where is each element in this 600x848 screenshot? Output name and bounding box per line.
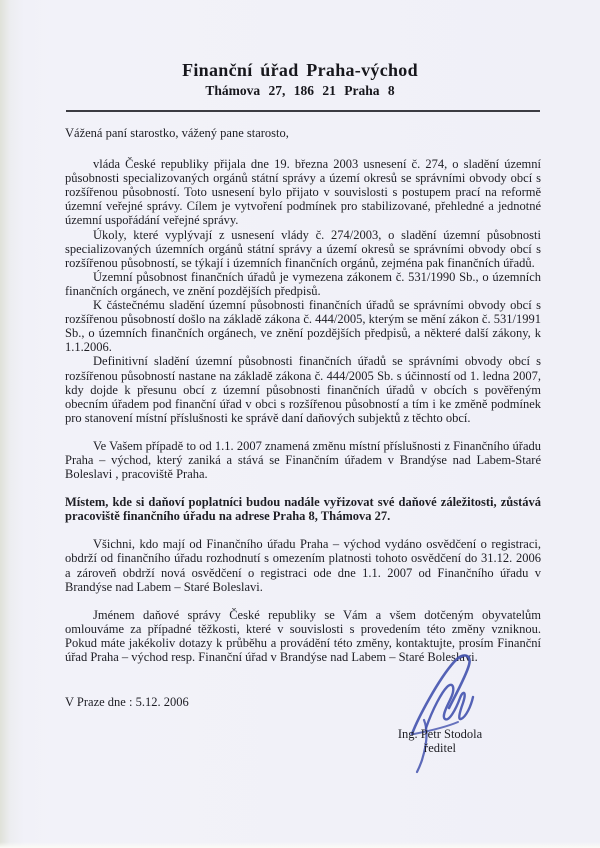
date-line: V Praze dne : 5.12. 2006 [65, 695, 189, 710]
paragraph-emphasized: Místem, kde si daňoví poplatníci budou nadále vyřizovat své daňové záležitosti, zůstává pracoviště finančního úřadu na adrese Praha 8, Thámova 27. [65, 495, 541, 524]
letter-body [65, 126, 541, 709]
paragraph: K částečnému sladění územní působnosti finančních úřadů se správními obvody obcí s rozšířenou působností došlo na základě zákona č. 444/2005, kterým se mění zákon č. 531/1991 Sb., o územních finančních orgánech, ve znění pozdějších předpisů, a některé další zákony, k 1.1.2006. [65, 298, 541, 355]
paragraph: Ve Vašem případě to od 1.1. 2007 znamená změnu místní příslušnosti z Finančního úřadu Praha – východ, který zaniká a stává se Finančním úřadem v Brandýse nad Labem-Staré Boleslavi , pracoviště Praha. [65, 438, 541, 482]
salutation: Vážená paní starostko, vážený pane starosto, [65, 126, 289, 140]
letterhead [0, 0, 600, 99]
signature-block [372, 648, 508, 778]
signatory-name: Ing. Petr Stodola [397, 727, 483, 741]
header-divider [66, 110, 540, 112]
paragraph: Všichni, kdo mají od Finančního úřadu Praha – východ vydáno osvědčení o registraci, obdrží od finančního úřadu rozhodnutí s omezením platnosti tohoto osvědčení do 31.12. 2006 a zároveň obdrží nová osvědčení o registraci ode dne 1.1. 2007 od Finančního úřadu v Brandýse nad Labem – Staré Boleslavi. [65, 537, 541, 594]
paragraph: Úkoly, které vyplývají z usnesení vlády č. 274/2003, o sladění územní působnosti specializovaných územních orgánů státní správy a území okresů se správními obvody obcí s rozšířenou působností, se týkají i územních finančních orgánů, zejména pak finančních úřadů. [65, 227, 541, 270]
paragraph: vláda České republiky přijala dne 19. března 2003 usnesení č. 274, o sladění územní působnosti specializovaných orgánů státní správy a území okresů se správními obvody obcí s rozšířenou působností. Toto usnesení bylo přijato v souvislosti s postupem prací na reformě územní veřejné správy. Cílem je vytvoření podmínek pro stabilizované, přehledné a jednotné územní uspořádání veřejné správy. [65, 157, 541, 228]
paragraph: Územní působnost finančních úřadů je vymezena zákonem č. 531/1990 Sb., o územních finančních orgánech, ve znění pozdějších předpisů. [65, 269, 541, 298]
paragraph: Jménem daňové správy České republiky se Vám a všem dotčeným obyvatelům omlouváme za případné těžkosti, které v souvislosti s provedením této změny vzniknou. Pokud máte jakékoliv dotazy k průběhu a provádění této změny, kontaktujte, prosím Finanční úřad Praha – východ resp. Finanční úřad v Brandýse nad Labem – Staré Boleslavi. [65, 607, 541, 664]
signatory-role: ředitel [424, 741, 456, 755]
paragraph: Definitivní sladění územní působnosti finančních úřadů se správními obvody obcí s rozšířenou působností nastane na základě zákona č. 444/2005 Sb. s účinností od 1. ledna 2007, kdy dojde k přesunu obcí z územní působnosti finančních úřadů v obcích s pověřeným obecním úřadem pod finanční úřad v obci s rozšířenou působností a tím i ke změně podmínek pro stanovení místní příslušnosti ke správě daní daňových subjektů z těchto obcí. [65, 354, 541, 425]
issuer-address: Thámova 27, 186 21 Praha 8 [205, 83, 395, 98]
issuer-title: Finanční úřad Praha-východ [182, 60, 418, 80]
